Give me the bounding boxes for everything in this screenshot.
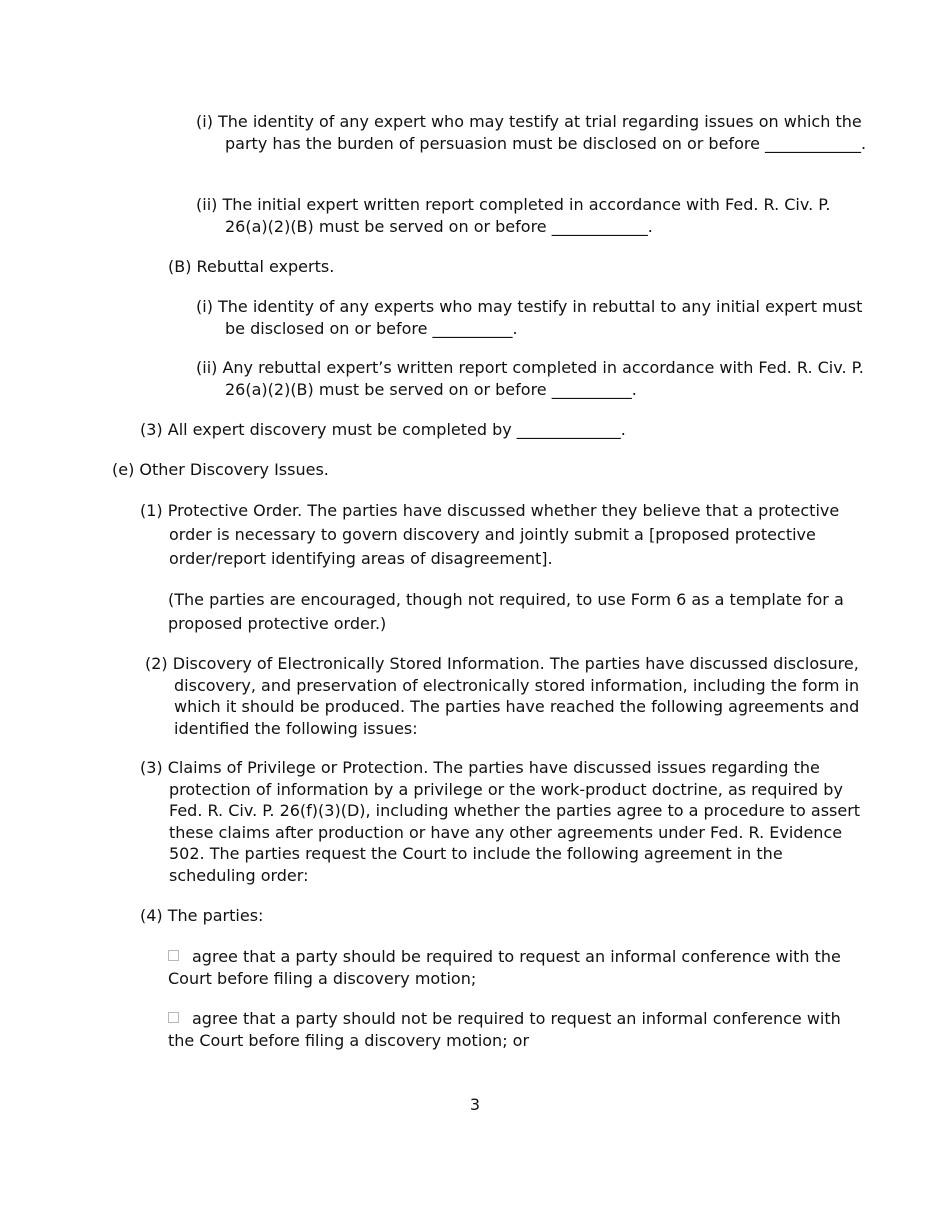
expert-report-service: (ii) The initial expert written report completed in accordance with Fed. R. Civ. P. 26(a)(2)(B) must be served on or before ____________. bbox=[196, 195, 831, 236]
protective-order-note: (The parties are encouraged, though not required, to use Form 6 as a template for a proposed protective order.) bbox=[168, 590, 844, 633]
rebuttal-identity-disclosure: (i) The identity of any experts who may testify in rebuttal to any initial expert must be disclosed on or before __________. bbox=[196, 297, 863, 338]
option-conference-required-text: agree that a party should be required to request an informal conference with the Court before filing a discovery motion; bbox=[168, 947, 841, 988]
privilege-paragraph: (3) Claims of Privilege or Protection. The parties have discussed issues regarding the protection of information by a privilege or the work-product doctrine, as required by Fed. R. Civ. P. 26(f)(3)(D), including whether the parties agree to a procedure to assert these claims after production or have any other agreements under Fed. R. Evidence 502. The parties request the Court to include the following agreement in the scheduling order: bbox=[140, 758, 861, 885]
other-discovery-heading: (e) Other Discovery Issues. bbox=[112, 460, 329, 479]
rebuttal-report-service: (ii) Any rebuttal expert’s written report completed in accordance with Fed. R. Civ. P. 26(a)(2)(B) must be served on or before __________. bbox=[196, 358, 864, 399]
checkbox-conference-not-required[interactable] bbox=[168, 1012, 179, 1023]
parties-heading: (4) The parties: bbox=[140, 906, 264, 925]
option-conference-required bbox=[168, 946, 848, 989]
expert-identity-disclosure: (i) The identity of any expert who may testify at trial regarding issues on which the party has the burden of persuasion must be disclosed on or before ____________. bbox=[196, 112, 867, 153]
rebuttal-experts-heading: (B) Rebuttal experts. bbox=[168, 257, 335, 276]
expert-discovery-completion: (3) All expert discovery must be completed by _____________. bbox=[140, 420, 626, 439]
protective-order-paragraph: (1) Protective Order. The parties have discussed whether they believe that a protective order is necessary to govern discovery and jointly submit a [proposed protective order/report identifying areas of disagreement]. bbox=[140, 501, 840, 568]
option-conference-not-required bbox=[168, 1008, 848, 1051]
option-conference-not-required-text: agree that a party should not be required to request an informal conference with the Court before filing a discovery motion; or bbox=[168, 1009, 841, 1050]
checkbox-conference-required[interactable] bbox=[168, 950, 179, 961]
page-number: 3 bbox=[469, 1095, 481, 1114]
esi-paragraph: (2) Discovery of Electronically Stored Information. The parties have discussed disclosure, discovery, and preservation of electronically stored information, including the form in which it should be produced. The parties have reached the following agreements and identified the following issues: bbox=[145, 654, 860, 738]
